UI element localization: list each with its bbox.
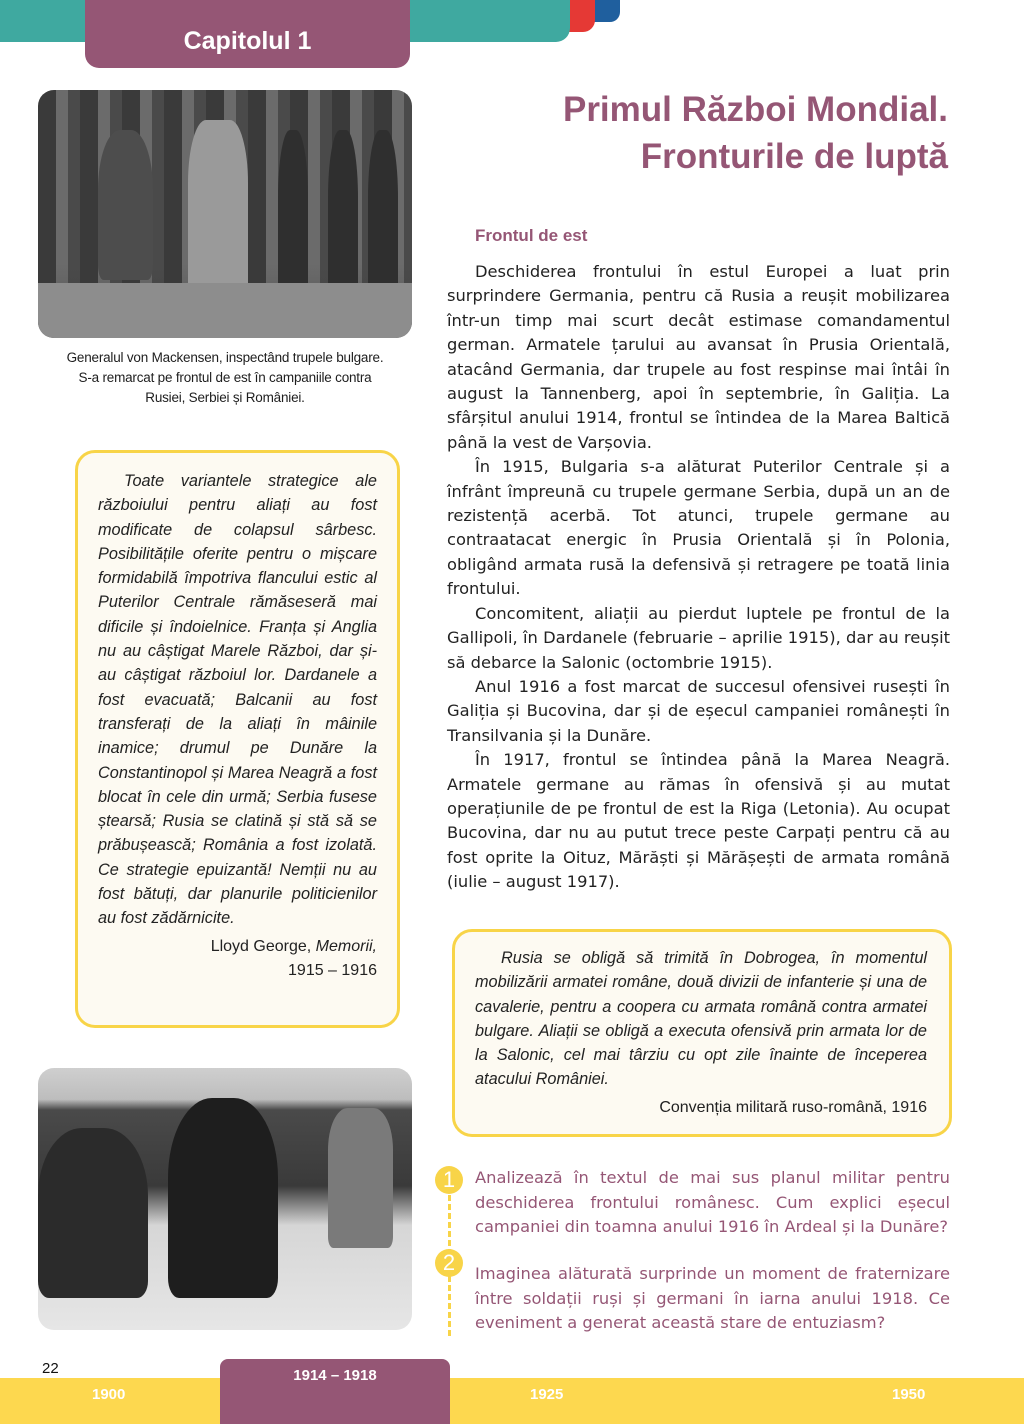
paragraph: Concomitent, aliații au pierdut luptele pe frontul de la Gallipoli, în Dardanele (februarie – aprilie 1915), dar au reușit să debarce la Salonic (octombrie 1915).	[447, 603, 950, 672]
section-heading: Frontul de est	[475, 226, 588, 245]
question-number-badge: 1	[435, 1166, 463, 1194]
page-title-line1: Primul Război Mondial.	[562, 90, 948, 129]
chapter-tab	[85, 0, 410, 68]
page-title	[428, 86, 948, 180]
paragraph: Deschiderea frontului în estul Europei a luat prin surprindere Germania, pentru că Rusia a reușit mobilizarea într-un timp mai scurt decât estimase comandamentul german. Armatele țarului au avansat în Prusia Orientală, atacând Germania, dar trupele au fost respinse mai întâi în august la Tannenberg, apoi în septembrie, în Galiția. La sfârșitul anului 1914, frontul se întindea de la Marea Baltică până la vest de Varșovia.	[447, 262, 950, 452]
paragraph: În 1917, frontul se întindea până la Marea Neagră. Armatele germane au rămas în ofensivă și au mutat operațiunile de pe frontul de est la Riga (Letonia). Au ocupat Bucovina, dar nu au putut trece peste Carpați pentru că au fost oprite la Oituz, Mărăști și Mărășești de armata română (iulie – august 1917).	[447, 750, 950, 892]
body-text	[447, 260, 950, 895]
quote-source: Convenția militară ruso-română, 1916	[659, 1098, 927, 1116]
page-title-line2: Fronturile de luptă	[640, 137, 948, 176]
paragraph: În 1915, Bulgaria s-a alăturat Puterilor Centrale și a înfrânt împreună cu trupele germane Serbia, după un an de rezistență acerbă. Tot atunci, trupele germane au contraatacat energic în Prusia Orientală și în Polonia, obligând armata rusă la defensivă și retragere pe toată linia frontului.	[447, 457, 950, 599]
quote-box-lloyd-george	[75, 450, 400, 1028]
quote-text	[475, 946, 927, 1092]
quote-years: 1915 – 1916	[288, 961, 377, 979]
quote-body: Rusia se obligă să trimită în Dobrogea, în momentul mobilizării armatei române, două divizii de infanterie și una de cavalerie, pentru a coopera cu armata română contra armatei bulgare. Aliații se obligă a executa ofensivă prin armata lor de la Salonic, cel mai târziu cu opt zile înainte de începerea atacului României.	[475, 949, 927, 1089]
paragraph: Anul 1916 a fost marcat de succesul ofensivei rusești în Galiția și Bucovina, dar și de eșecul campaniei românești în Transilvania și la Dunăre.	[447, 676, 950, 745]
photo-mackensen	[38, 90, 412, 338]
timeline-year-1925: 1925	[530, 1386, 564, 1403]
photo-figure	[98, 130, 153, 280]
quote-text	[98, 469, 377, 931]
photo-figure	[368, 130, 398, 300]
quote-work: Memorii,	[315, 937, 377, 955]
timeline-year-1900: 1900	[92, 1386, 126, 1403]
caption-line: S-a remarcat pe frontul de est în campaniile contra	[78, 370, 372, 385]
photo-figure	[278, 130, 308, 300]
quote-box-convention	[452, 929, 952, 1137]
chapter-label: Capitolul 1	[183, 26, 312, 55]
question-text: Analizează în textul de mai sus planul militar pentru deschiderea frontului românesc. Cum explici eșecul campaniei din toamna anului 1916 în Ardeal și la Dunăre?	[475, 1168, 950, 1236]
photo-figure	[168, 1098, 278, 1298]
quote-body: Toate variantele strategice ale războiului pentru aliați au fost modificate de colapsul sârbesc. Posibilitățile oferite pentru o mișcare formidabilă împotriva flancului estic al Puterilor Centrale rămăseseră mai dificile și îndoielnice. Franța și Anglia nu au câștigat Marele Război, dar și-au câștigat războiul lor. Dardanele a fost evacuată; Balcanii au fost transferați de la aliați în mâinile inamice; drumul pe Dunăre la Constantinopol și Marea Neagră a fost blocat în cele din urmă; Serbia fusese ștearsă; Rusia se clatină și stă să se prăbușească; România a fost izolată. Ce strategie epuizantă! Nemții nu au fost bătuți, dar planurile politicienilor au fost zădărnicite.	[98, 472, 377, 928]
quote-source	[98, 935, 377, 983]
page-number: 22	[42, 1360, 59, 1377]
photo-figure	[38, 1128, 148, 1298]
photo-fraternization	[38, 1068, 412, 1330]
photo-ground	[38, 283, 412, 338]
photo-figure	[328, 130, 358, 300]
photo-figure	[328, 1108, 393, 1248]
timeline-period: 1914 – 1918	[220, 1359, 450, 1424]
quote-author: Lloyd George,	[210, 937, 312, 955]
question-number-badge: 2	[435, 1249, 463, 1277]
photo1-caption	[38, 348, 412, 408]
question-text: Imaginea alăturată surprinde un moment de fraternizare între soldații ruși și germani în iarna anului 1918. Ce eveniment a generat această stare de entuziasm?	[475, 1264, 950, 1332]
timeline-year-1950: 1950	[892, 1386, 926, 1403]
caption-line: Generalul von Mackensen, inspectând trupele bulgare.	[66, 350, 384, 365]
caption-line: Rusiei, Serbiei și României.	[145, 390, 305, 405]
timeline-bar	[0, 1378, 1024, 1424]
